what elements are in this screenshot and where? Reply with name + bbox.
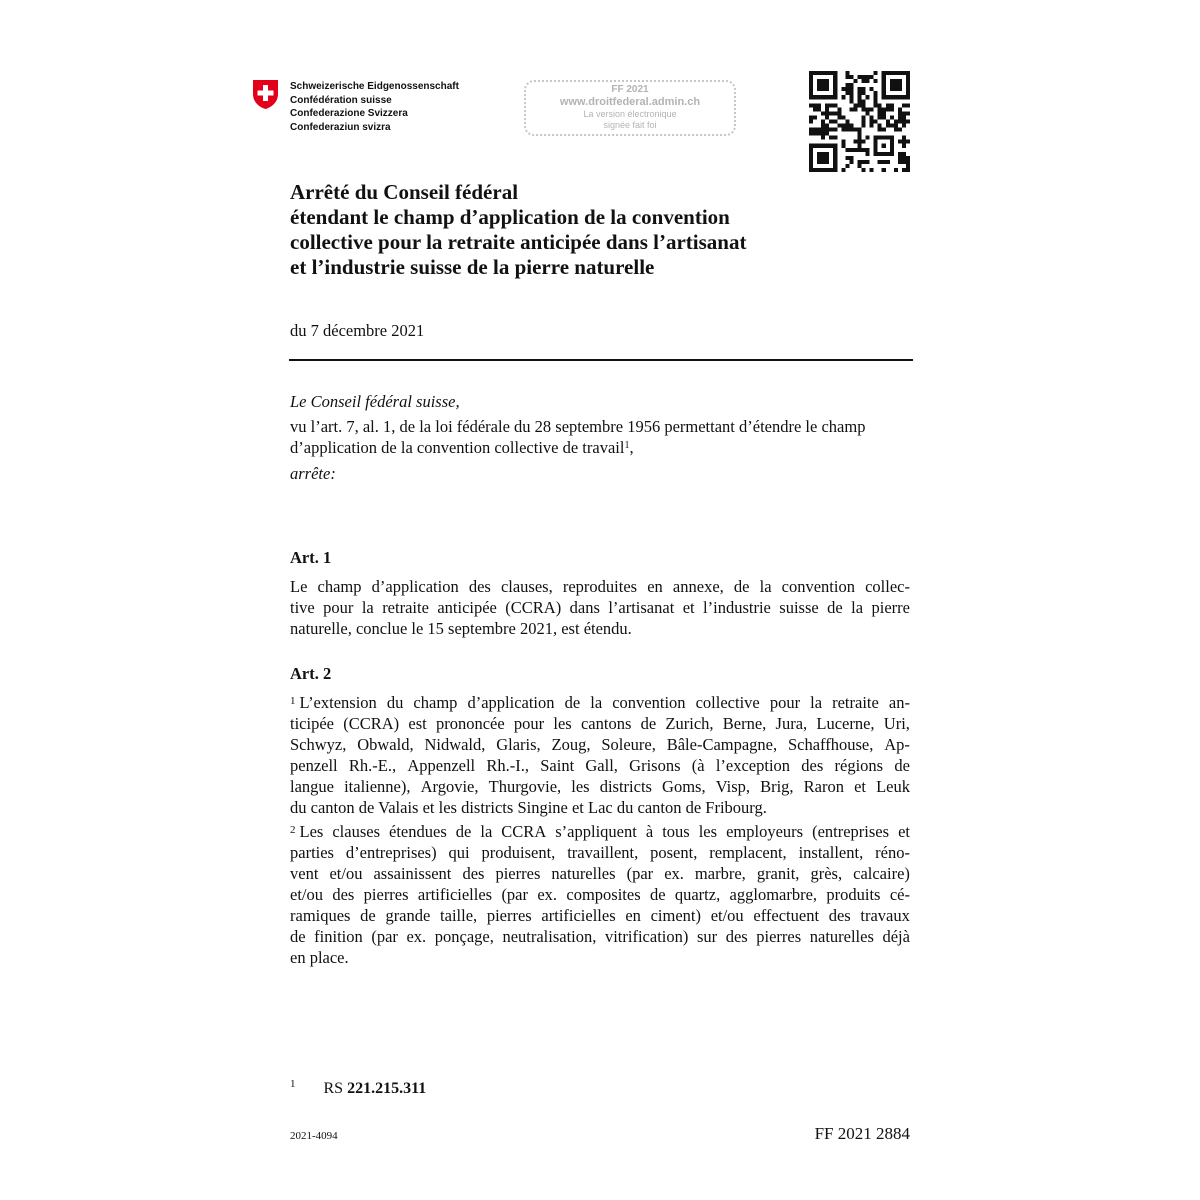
federation-names	[290, 80, 459, 134]
word: artificielles	[541, 906, 616, 925]
word: Bâle-Campagne,	[666, 735, 778, 754]
word: convention	[612, 693, 686, 712]
word: Lucerne,	[816, 714, 875, 733]
word: et/ou	[329, 864, 363, 883]
word: Glaris,	[496, 735, 541, 754]
footnote	[290, 1078, 426, 1098]
stamp-website: www.droitfederal.admin.ch	[559, 96, 701, 108]
justified-line	[290, 576, 910, 597]
word: Brig,	[760, 777, 794, 796]
word: (CCRA)	[343, 714, 400, 733]
word: des	[462, 864, 485, 883]
word: pierre	[871, 598, 910, 617]
article-1-heading: Art. 1	[290, 548, 332, 567]
word: Appenzell	[407, 756, 476, 775]
word: reproduites	[562, 577, 638, 596]
word: remplacent,	[709, 843, 787, 862]
stamp-note-2: signée fait foi	[603, 120, 657, 130]
justified-line	[290, 884, 910, 905]
justified-line	[290, 597, 910, 618]
word: ex.	[664, 864, 684, 883]
word: tous	[662, 822, 690, 841]
word: sur	[696, 927, 718, 946]
word: $^2$ Les	[290, 822, 324, 841]
word: en	[625, 906, 641, 925]
document-title	[290, 180, 930, 280]
word: collec-	[865, 577, 910, 596]
word: naturelles	[809, 927, 874, 946]
issuing-authority: Le Conseil fédéral suisse,	[290, 392, 460, 411]
word: pour	[323, 598, 354, 617]
word: penzell	[290, 756, 338, 775]
word: en	[647, 577, 663, 596]
justified-line	[290, 842, 910, 863]
word: champ	[413, 693, 458, 712]
article-2-paragraph-1	[290, 692, 910, 818]
word: Uri,	[883, 714, 910, 733]
word: marbre,	[694, 864, 746, 883]
word: Soleure,	[601, 735, 656, 754]
word: anticipée	[437, 598, 497, 617]
word: des	[801, 756, 824, 775]
word: naturelles	[551, 864, 616, 883]
word: taille,	[440, 906, 478, 925]
word: des	[725, 927, 748, 946]
word: (CCRA)	[505, 598, 562, 617]
word: calcaire)	[853, 864, 910, 883]
word: districts	[599, 777, 652, 796]
word: et	[898, 822, 910, 841]
word: des	[828, 906, 851, 925]
word: la	[851, 598, 864, 617]
word: les	[698, 822, 718, 841]
word: pour	[513, 714, 545, 733]
word: retraite	[832, 693, 879, 712]
word: annexe,	[672, 577, 724, 596]
word: l’industrie	[703, 598, 771, 617]
text-line: en place.	[290, 948, 349, 967]
word: travaux	[860, 906, 910, 925]
justified-line	[290, 905, 910, 926]
word: s’appliquent	[555, 822, 637, 841]
legal-basis-end: ,	[629, 438, 634, 457]
footnote-reference[interactable]: 221.215.311	[347, 1080, 427, 1097]
article-2-heading: Art. 2	[290, 664, 332, 683]
word: de	[733, 577, 750, 596]
word: vent	[290, 864, 319, 883]
word: pierres	[363, 885, 409, 904]
word: l’artisanat	[608, 598, 675, 617]
word: de	[894, 756, 910, 775]
word: Schaffhouse,	[787, 735, 874, 754]
word: posent,	[650, 843, 698, 862]
footnote-marker[interactable]: 1	[624, 440, 630, 451]
word: Argovie,	[420, 777, 479, 796]
title-line: collective pour la retraite anticipée dans l’artisanat	[290, 230, 747, 254]
word: Berne,	[722, 714, 767, 733]
word: de	[290, 927, 306, 946]
word: Schwyz,	[290, 735, 347, 754]
word: Zurich,	[665, 714, 714, 733]
word: CCRA	[501, 822, 547, 841]
word: $^1$ L’extension	[290, 693, 377, 712]
word: étendues	[389, 822, 447, 841]
word: Goms,	[662, 777, 706, 796]
word: composites	[566, 885, 641, 904]
word: Thurgovie,	[488, 777, 562, 796]
word: déjà	[882, 927, 910, 946]
word: Le	[290, 577, 308, 596]
word: et/ou	[710, 906, 744, 925]
word: et	[854, 777, 866, 796]
word: (par	[371, 927, 398, 946]
word: de	[360, 906, 376, 925]
stamp-ff-year: FF 2021	[611, 84, 649, 95]
word: vitrification)	[604, 927, 689, 946]
justified-line	[290, 863, 910, 884]
word: Leuk	[876, 777, 910, 796]
qr-code-icon[interactable]	[809, 71, 910, 172]
word: neutralisation,	[502, 927, 597, 946]
electronic-signature-stamp	[524, 80, 736, 136]
word: an-	[888, 693, 910, 712]
word: d’application	[371, 577, 459, 596]
word: Grisons	[629, 756, 681, 775]
word: ex.	[406, 927, 427, 946]
word: (entreprises	[812, 822, 890, 841]
word: Rh.-E.,	[348, 756, 397, 775]
word: ex.	[537, 885, 558, 904]
word: et/ou	[290, 885, 323, 904]
word: dans	[569, 598, 600, 617]
word: Obwald,	[357, 735, 414, 754]
word: à	[645, 822, 654, 841]
title-line: et l’industrie suisse de la pierre naturelle	[290, 255, 655, 279]
title-divider	[289, 359, 913, 361]
word: les	[553, 714, 572, 733]
word: granit,	[756, 864, 800, 883]
word: cé-	[889, 885, 910, 904]
word: des	[468, 577, 491, 596]
word: langue	[290, 777, 334, 796]
word: la	[810, 693, 823, 712]
text-line: du canton de Valais et les districts Singine et Lac du canton de Fribourg.	[290, 798, 767, 817]
word: assainissent	[373, 864, 452, 883]
word: la	[361, 598, 374, 617]
word: de	[640, 714, 657, 733]
word: finition	[314, 927, 363, 946]
legal-basis-text: d’application de la convention collective de travail	[290, 438, 625, 457]
word: des	[332, 885, 355, 904]
word: travaillent,	[567, 843, 639, 862]
word: cantons	[580, 714, 632, 733]
word: régions	[834, 756, 884, 775]
justified-line	[290, 734, 910, 755]
word: effectuent	[753, 906, 820, 925]
word: produits	[826, 885, 881, 904]
word: d’entreprises)	[345, 843, 437, 862]
word: clauses	[332, 822, 380, 841]
justified-line	[290, 821, 910, 842]
word: Saint	[540, 756, 575, 775]
word: la	[590, 693, 603, 712]
legal-basis-line: vu l’art. 7, al. 1, de la loi fédérale du 28 septembre 1956 permettant d’étendre le champ	[290, 417, 866, 436]
word: d’application	[467, 693, 555, 712]
federation-name-it: Confederazione Svizzera	[290, 108, 408, 119]
word: retraite	[382, 598, 429, 617]
title-line: étendant le champ d’application de la convention	[290, 205, 730, 229]
word: qui	[448, 843, 470, 862]
article-2-paragraph-2	[290, 821, 910, 968]
word: italienne),	[344, 777, 411, 796]
word: de	[827, 598, 843, 617]
word: (par	[626, 864, 654, 883]
federation-name-de: Schweizerische Eidgenossenschaft	[290, 81, 459, 92]
document-date: du 7 décembre 2021	[290, 321, 425, 340]
word: Jura,	[775, 714, 808, 733]
word: tive	[290, 598, 315, 617]
word: agglomarbre,	[729, 885, 818, 904]
word: l’exception	[715, 756, 791, 775]
word: la	[480, 822, 493, 841]
word: pour	[769, 693, 801, 712]
footnote-prefix: RS	[323, 1080, 344, 1097]
word: grès,	[810, 864, 843, 883]
justified-line	[290, 692, 910, 713]
word: de	[564, 693, 581, 712]
word: quartz,	[674, 885, 721, 904]
text-line: naturelle, conclue le 15 septembre 2021, est étendu.	[290, 619, 632, 638]
justified-line	[290, 755, 910, 776]
word: Nidwald,	[424, 735, 486, 754]
word: clauses,	[500, 577, 553, 596]
word: du	[386, 693, 404, 712]
decrees-label: arrête:	[290, 464, 336, 483]
title-line: Arrêté du Conseil fédéral	[290, 180, 519, 204]
word: Visp,	[715, 777, 750, 796]
word: ticipée	[290, 714, 334, 733]
word: pierres	[756, 927, 802, 946]
paragraph-number: 1	[290, 695, 296, 707]
federation-name-rm: Confederaziun svizra	[290, 121, 391, 133]
word: Gall,	[585, 756, 618, 775]
justified-line	[290, 926, 910, 947]
paragraph-number: 2	[290, 824, 296, 836]
word: parties	[290, 843, 334, 862]
word: convention	[781, 577, 855, 596]
word: ramiques	[290, 906, 351, 925]
swiss-crest-icon	[252, 79, 279, 110]
article-1-text	[290, 576, 910, 639]
word: pierres	[495, 864, 541, 883]
word: et	[682, 598, 695, 617]
word: produisent,	[481, 843, 556, 862]
word: installent,	[798, 843, 864, 862]
word: collective	[695, 693, 760, 712]
word: suisse	[779, 598, 819, 617]
word: employeurs	[726, 822, 804, 841]
federal-gazette-reference: FF 2021 2884	[814, 1124, 910, 1143]
word: grande	[385, 906, 431, 925]
word: réno-	[875, 843, 910, 862]
footnote-number: 1	[290, 1078, 296, 1090]
word: artificielles	[417, 885, 493, 904]
word: de	[649, 885, 666, 904]
word: est	[408, 714, 427, 733]
document-number: 2021-4094	[290, 1130, 338, 1142]
word: Zoug,	[551, 735, 591, 754]
word: champ	[317, 577, 362, 596]
word: Raron	[803, 777, 844, 796]
justified-line	[290, 776, 910, 797]
word: (par	[501, 885, 529, 904]
word: (à	[691, 756, 705, 775]
word: la	[759, 577, 772, 596]
word: de	[455, 822, 472, 841]
stamp-note-1: La version électronique	[583, 109, 677, 119]
word: pierres	[486, 906, 532, 925]
word: Ap-	[884, 735, 910, 754]
word: les	[571, 777, 590, 796]
justified-line	[290, 713, 910, 734]
word: prononcée	[435, 714, 505, 733]
federation-name-fr: Confédération suisse	[290, 94, 392, 106]
legal-basis-line-2	[290, 437, 910, 458]
legal-basis	[290, 416, 910, 458]
word: ponçage,	[434, 927, 494, 946]
word: ciment)	[650, 906, 701, 925]
word: Rh.-I.,	[486, 756, 529, 775]
